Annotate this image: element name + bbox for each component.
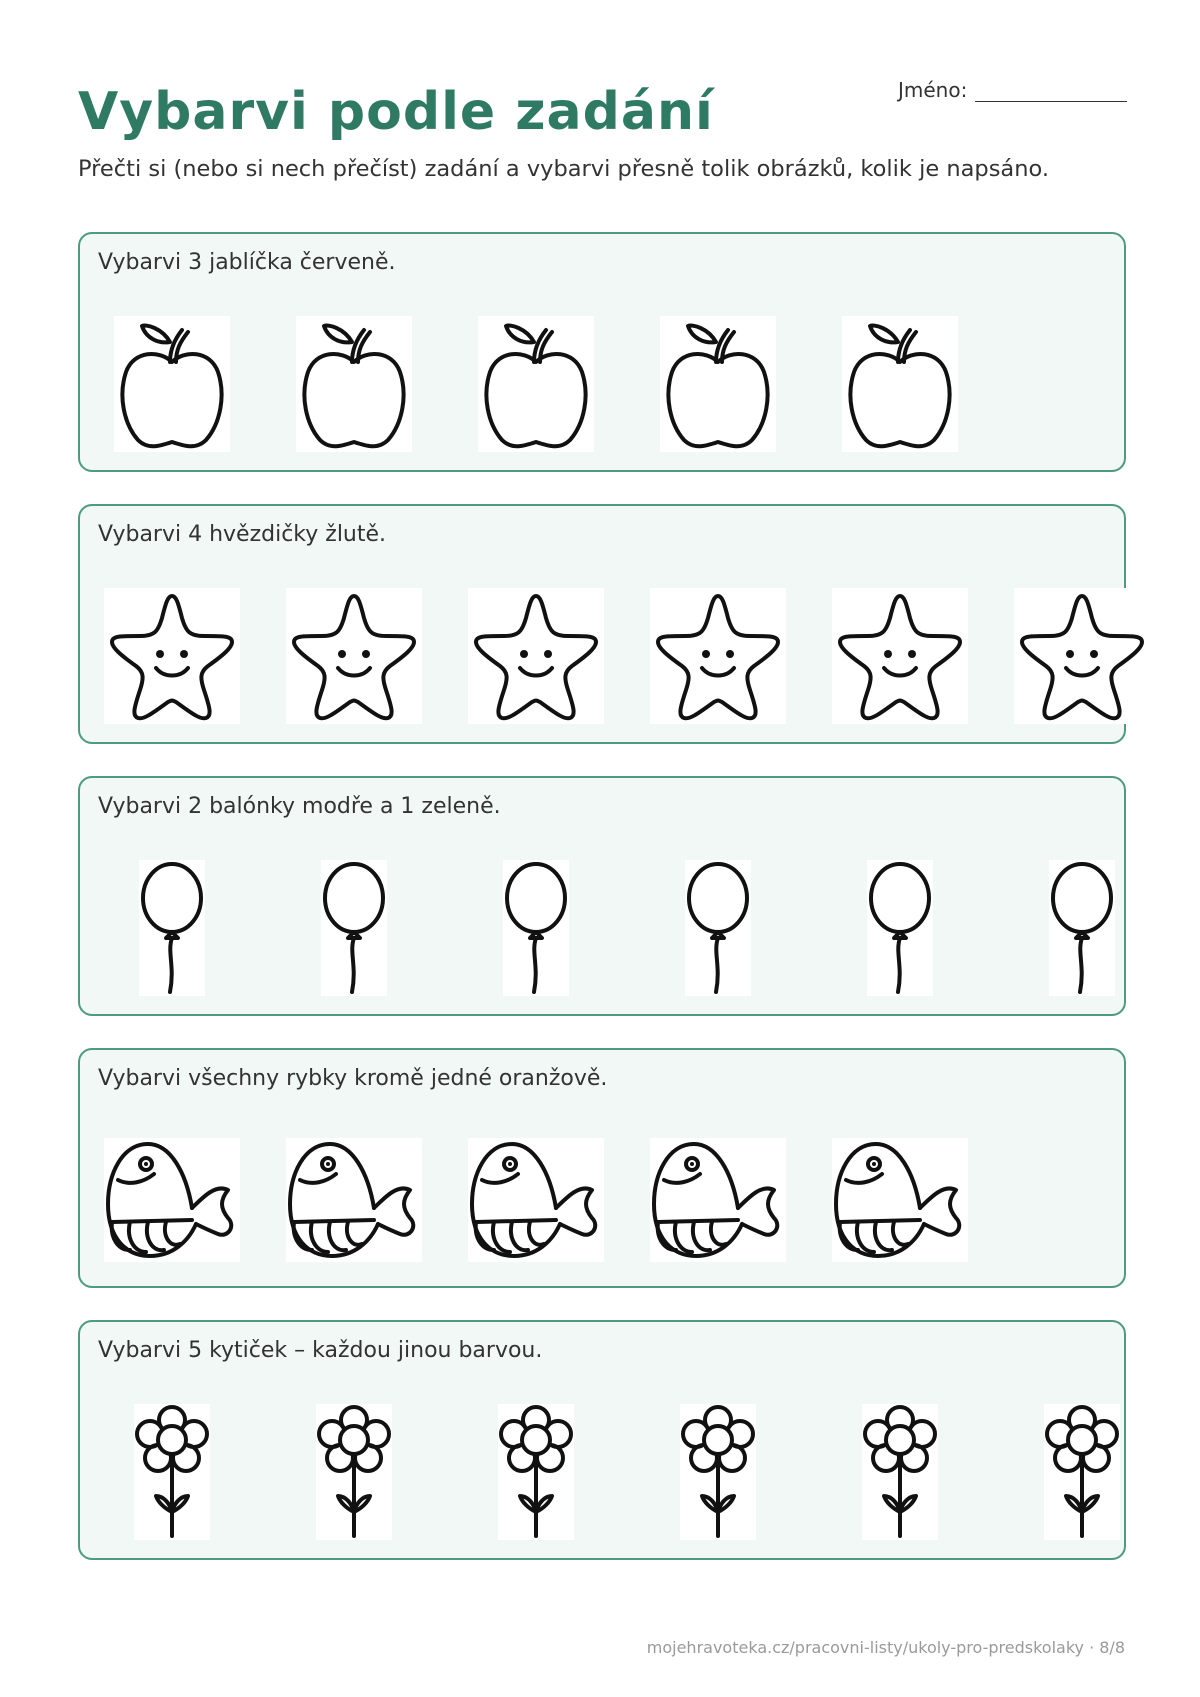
- flower-2[interactable]: [316, 1404, 392, 1540]
- task-text: Vybarvi 2 balónky modře a 1 zeleně.: [98, 794, 501, 819]
- flower-6[interactable]: [1044, 1404, 1120, 1540]
- smiling-star-icon: [650, 588, 786, 724]
- task-stars: [78, 504, 1126, 744]
- fish-icon: [650, 1138, 786, 1262]
- star-4[interactable]: [650, 588, 786, 724]
- apple-1[interactable]: [114, 316, 230, 452]
- balloon-6[interactable]: [1049, 860, 1115, 996]
- star-items: [80, 506, 1124, 742]
- instruction-text: Přečti si (nebo si nech přečíst) zadání a vybarvi přesně tolik obrázků, kolik je napsáno.: [78, 156, 1049, 182]
- fish-icon: [286, 1138, 422, 1262]
- star-3[interactable]: [468, 588, 604, 724]
- fish-icon: [104, 1138, 240, 1262]
- flower-5[interactable]: [862, 1404, 938, 1540]
- balloon-icon: [139, 860, 205, 996]
- balloon-icon: [867, 860, 933, 996]
- balloon-4[interactable]: [685, 860, 751, 996]
- apple-icon: [842, 316, 958, 452]
- task-flowers: [78, 1320, 1126, 1560]
- balloon-icon: [321, 860, 387, 996]
- apple-2[interactable]: [296, 316, 412, 452]
- star-1[interactable]: [104, 588, 240, 724]
- fish-2[interactable]: [286, 1138, 422, 1262]
- flower-icon: [1044, 1404, 1120, 1540]
- flower-1[interactable]: [134, 1404, 210, 1540]
- task-text: Vybarvi 3 jablíčka červeně.: [98, 250, 396, 275]
- smiling-star-icon: [1014, 588, 1150, 724]
- task-text: Vybarvi všechny rybky kromě jedné oranžově.: [98, 1066, 608, 1091]
- flower-icon: [134, 1404, 210, 1540]
- balloon-icon: [503, 860, 569, 996]
- fish-1[interactable]: [104, 1138, 240, 1262]
- task-apples: [78, 232, 1126, 472]
- balloon-1[interactable]: [139, 860, 205, 996]
- flower-icon: [862, 1404, 938, 1540]
- apple-items: [80, 234, 1124, 470]
- fish-items: [80, 1050, 1124, 1286]
- apple-3[interactable]: [478, 316, 594, 452]
- name-label: Jméno:: [898, 78, 968, 102]
- smiling-star-icon: [286, 588, 422, 724]
- flower-3[interactable]: [498, 1404, 574, 1540]
- name-line[interactable]: [975, 83, 1127, 102]
- balloon-5[interactable]: [867, 860, 933, 996]
- star-6[interactable]: [1014, 588, 1150, 724]
- task-balloons: [78, 776, 1126, 1016]
- fish-icon: [832, 1138, 968, 1262]
- name-field[interactable]: [898, 78, 1127, 102]
- flower-icon: [498, 1404, 574, 1540]
- flower-icon: [680, 1404, 756, 1540]
- flower-icon: [316, 1404, 392, 1540]
- task-text: Vybarvi 4 hvězdičky žlutě.: [98, 522, 387, 547]
- apple-icon: [114, 316, 230, 452]
- smiling-star-icon: [104, 588, 240, 724]
- apple-icon: [660, 316, 776, 452]
- flower-4[interactable]: [680, 1404, 756, 1540]
- star-2[interactable]: [286, 588, 422, 724]
- apple-5[interactable]: [842, 316, 958, 452]
- fish-icon: [468, 1138, 604, 1262]
- star-5[interactable]: [832, 588, 968, 724]
- page-title: Vybarvi podle zadání: [78, 82, 714, 142]
- apple-icon: [296, 316, 412, 452]
- footer-url: mojehravoteka.cz/pracovni-listy/ukoly-pro-predskolaky · 8/8: [646, 1638, 1125, 1657]
- task-text: Vybarvi 5 kytiček – každou jinou barvou.: [98, 1338, 543, 1363]
- balloon-icon: [685, 860, 751, 996]
- balloon-2[interactable]: [321, 860, 387, 996]
- balloon-items: [80, 778, 1124, 1014]
- balloon-icon: [1049, 860, 1115, 996]
- smiling-star-icon: [468, 588, 604, 724]
- balloon-3[interactable]: [503, 860, 569, 996]
- flower-items: [80, 1322, 1124, 1558]
- fish-3[interactable]: [468, 1138, 604, 1262]
- smiling-star-icon: [832, 588, 968, 724]
- fish-4[interactable]: [650, 1138, 786, 1262]
- apple-icon: [478, 316, 594, 452]
- apple-4[interactable]: [660, 316, 776, 452]
- task-fish: [78, 1048, 1126, 1288]
- fish-5[interactable]: [832, 1138, 968, 1262]
